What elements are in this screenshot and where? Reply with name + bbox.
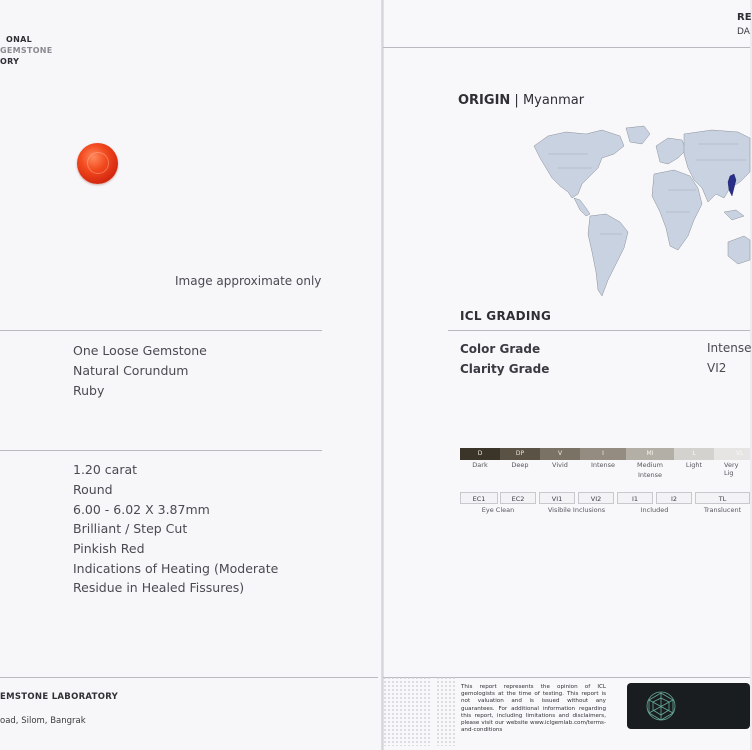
logo-line-1: ONAL [6, 35, 32, 44]
south-america-shape [588, 214, 628, 296]
seal-emblem-icon [643, 689, 679, 723]
clarity-caption-included: Included [640, 506, 669, 514]
color-scale-caption-medium: Medium [637, 461, 663, 469]
species: Natural Corundum [73, 363, 189, 378]
clarity-grade-value: VI2 [707, 361, 727, 375]
color-scale-v: V [540, 448, 580, 460]
origin-heading [458, 93, 584, 108]
footer-address: oad, Silom, Bangrak [0, 716, 86, 726]
clarity-caption-visible: Visibile Inclusions [547, 506, 606, 514]
europe-shape [656, 138, 686, 164]
header-divider-right [383, 47, 750, 48]
color-scale-caption-light: Light [685, 461, 703, 469]
origin-value: Myanmar [522, 93, 585, 108]
color-scale-mi: MI [626, 448, 674, 460]
report-corner-1: RE [737, 12, 752, 23]
central-america-shape [574, 198, 590, 216]
color-scale-caption-very-light: Very Lig [724, 461, 739, 477]
dot-pattern-left [383, 676, 431, 746]
disclaimer-text: This report represents the opinion of ICL gemologists at the time of testing. This report is not valuation and is issued without any guarantees. For additional information regarding this report, including limitations and disclaimers, please visit our website www.iclgemlab.com/terms-and-conditions [461, 684, 606, 734]
color-scale-vl: VL [714, 448, 750, 460]
clarity-caption-translucent: Translucent [703, 506, 742, 514]
weight: 1.20 carat [73, 462, 138, 477]
security-seal [627, 683, 750, 729]
clarity-scale-i1: I1 [617, 492, 653, 504]
clarity-caption-eye-clean: Eye Clean [481, 506, 515, 514]
divider-1 [0, 330, 322, 331]
world-map [528, 124, 750, 300]
comments-line-1: Indications of Heating (Moderate [73, 561, 279, 576]
clarity-scale-vi2: VI2 [578, 492, 614, 504]
color-scale-d: D [460, 448, 500, 460]
color: Pinkish Red [73, 541, 145, 556]
dot-pattern-right [436, 676, 456, 746]
ruby-facet-highlight [87, 152, 109, 174]
color-scale-dp: DP [500, 448, 540, 460]
color-grade-label: Color Grade [460, 342, 541, 356]
variety: Ruby [73, 383, 105, 398]
color-scale-l: L [674, 448, 714, 460]
greenland-shape [626, 126, 650, 144]
color-scale-caption-deep: Deep [511, 461, 529, 469]
color-grade-value: Intense [707, 341, 752, 355]
clarity-scale-i2: I2 [656, 492, 692, 504]
logo-line-3: ORY [0, 57, 20, 66]
color-scale-i: I [580, 448, 626, 460]
footer-lab-name: EMSTONE LABORATORY [0, 692, 119, 702]
clarity-scale-ec1: EC1 [460, 492, 498, 504]
comments-line-2: Residue in Healed Fissures) [73, 580, 245, 595]
color-scale-caption-medium-2: Intense [637, 471, 663, 479]
divider-2 [0, 450, 322, 451]
clarity-scale-ec2: EC2 [500, 492, 536, 504]
clarity-scale-tl: TL [695, 492, 750, 504]
grading-title: ICL GRADING [460, 309, 552, 323]
origin-separator: | [510, 93, 523, 108]
color-scale-caption-intense: Intense [590, 461, 616, 469]
indonesia-shape [724, 210, 744, 220]
shape: Round [73, 482, 113, 497]
north-america-shape [534, 130, 624, 198]
footer-divider-left [0, 677, 378, 678]
africa-shape [652, 170, 702, 250]
report-corner-2: DA [737, 27, 750, 37]
australia-shape [728, 236, 750, 264]
image-caption: Image approximate only [175, 274, 322, 288]
cutting-style: Brilliant / Step Cut [73, 521, 188, 536]
grading-divider [448, 330, 750, 331]
color-scale-caption-vivid: Vivid [552, 461, 568, 469]
right-page [383, 0, 750, 750]
origin-label: ORIGIN [458, 93, 511, 108]
logo-line-2: GEMSTONE [0, 46, 53, 55]
clarity-scale-vi1: VI1 [539, 492, 575, 504]
item-description: One Loose Gemstone [73, 343, 207, 358]
measurements: 6.00 - 6.02 X 3.87mm [73, 502, 210, 517]
color-scale-caption-dark: Dark [472, 461, 488, 469]
fold-divider [381, 0, 384, 750]
clarity-grade-label: Clarity Grade [460, 362, 550, 376]
